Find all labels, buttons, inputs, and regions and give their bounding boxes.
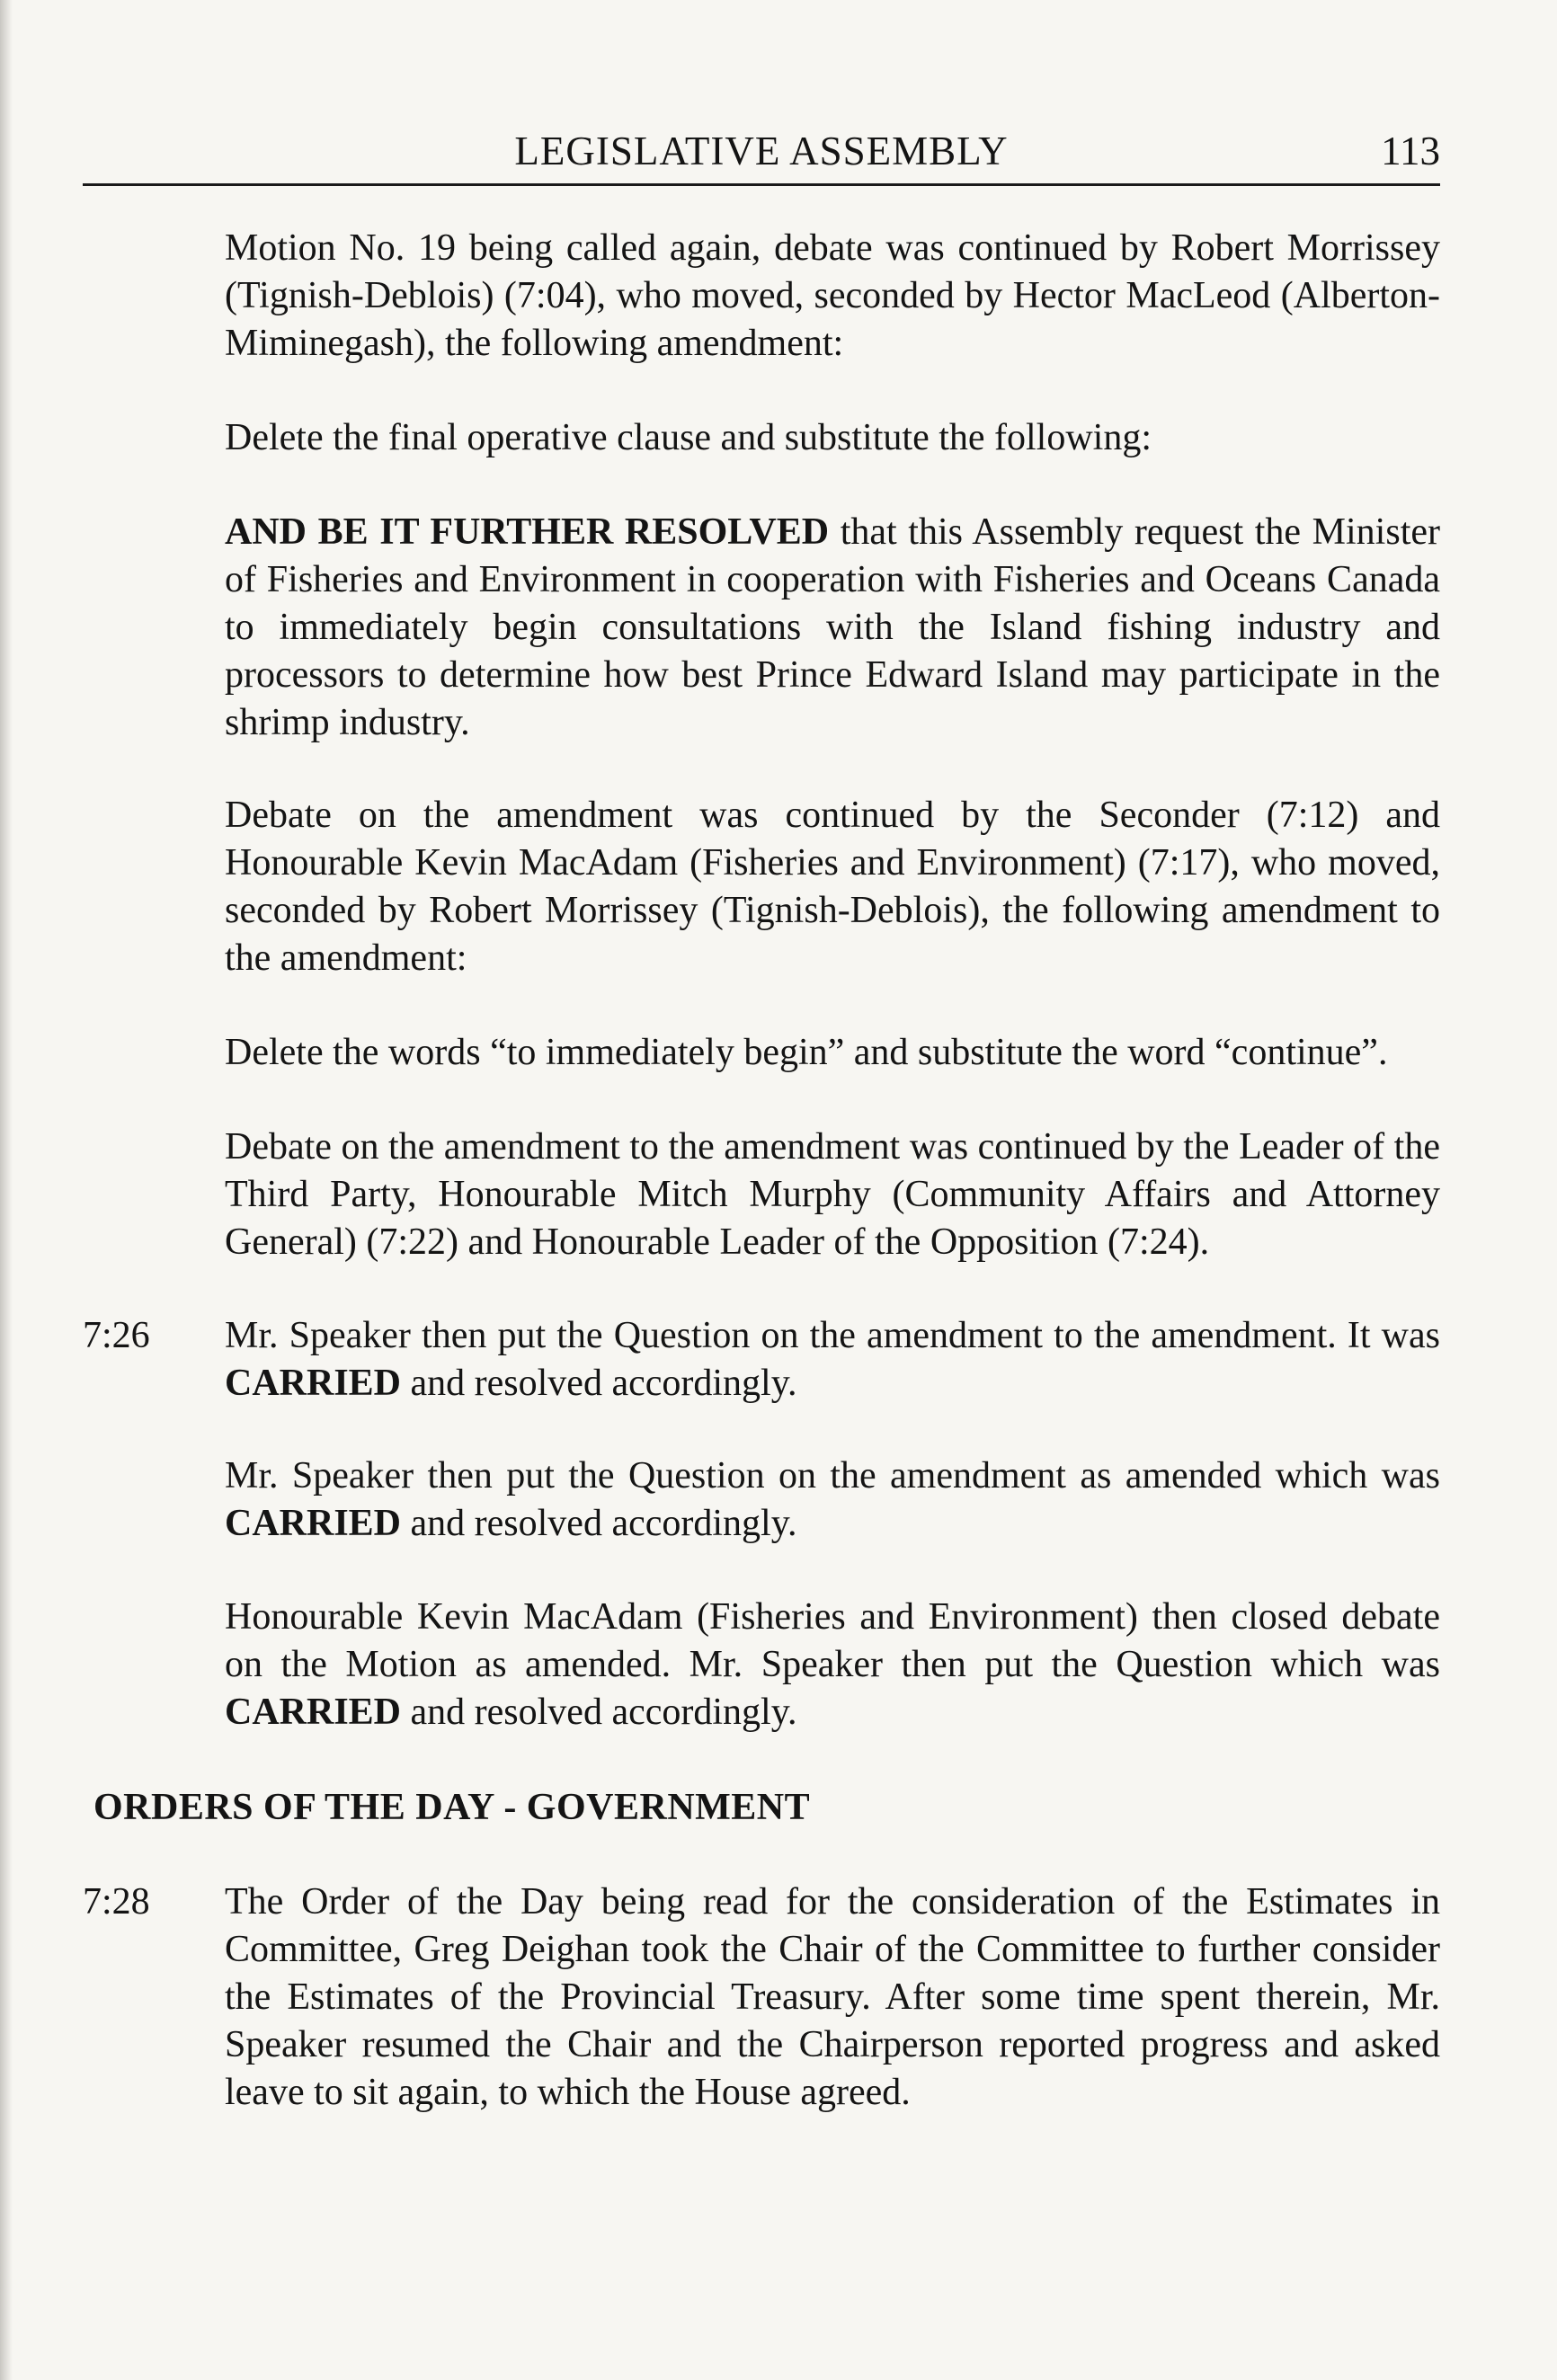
paragraph-motion-19: Motion No. 19 being called again, debate was continued by Robert Morrissey (Tignish-Deblois) (7:04), who moved, seconded by Hector MacLeod (Alberton-Miminegash), the following amendment: — [225, 227, 1440, 364]
paragraph-closed-debate — [225, 1594, 1440, 1736]
paragraph-delete-words: Delete the words “to immediately begin” and substitute the word “continue”. — [225, 1032, 1388, 1073]
time-stamp-1: 7:26 — [83, 1315, 150, 1356]
paragraph-subamendment-debate: Debate on the amendment to the amendment was continued by the Leader of the Third Party, Honourable Mitch Murphy (Community Affairs and Attorney General) (7:22) and Honourable Leader of the Opposition (7:24). — [225, 1126, 1440, 1263]
paragraph-estimates: The Order of the Day being read for the consideration of the Estimates in Committee, Greg Deighan took the Chair of the Committee to further consider the Estimates of the Provincial Treasury. After some time spent therein, Mr. Speaker resumed the Chair and the Chairperson reported progress and asked leave to sit again, to which the House agreed. — [225, 1881, 1440, 2113]
resolution-text: that this Assembly request the Minister of Fisheries and Environment in cooperation with Fisheries and Oceans Canada to immediately begin consultations with the Island fishing industry and processors to determine how best Prince Edward Island may participate in the shrimp industry. — [225, 511, 1440, 743]
resolution-keyword: AND BE IT FURTHER RESOLVED — [225, 511, 830, 553]
page-edge-shadow — [0, 0, 13, 2380]
header-title: LEGISLATIVE ASSEMBLY — [514, 129, 1009, 173]
question-text: Mr. Speaker then put the Question on the amendment as amended which was — [225, 1455, 1440, 1496]
header-rule — [83, 183, 1440, 186]
question-text: Honourable Kevin MacAdam (Fisheries and Environment) then closed debate on the Motion as amended. Mr. Speaker then put the Question which was — [225, 1596, 1440, 1685]
page-header — [83, 126, 1440, 187]
time-stamp-2: 7:28 — [83, 1881, 150, 1923]
resolved-text: and resolved accordingly. — [401, 1692, 797, 1733]
resolved-text: and resolved accordingly. — [401, 1503, 797, 1544]
carried-label: CARRIED — [225, 1692, 402, 1733]
paragraph-question-subamendment — [225, 1312, 1440, 1408]
paragraph-delete-clause: Delete the final operative clause and substitute the following: — [225, 417, 1152, 458]
section-heading: ORDERS OF THE DAY - GOVERNMENT — [93, 1787, 811, 1828]
resolved-text: and resolved accordingly. — [401, 1363, 797, 1404]
question-text: Mr. Speaker then put the Question on the amendment to the amendment. It was — [225, 1315, 1440, 1356]
paragraph-amendment-debate: Debate on the amendment was continued by the Seconder (7:12) and Honourable Kevin MacAdam (Fisheries and Environment) (7:17), who moved, seconded by Robert Morrissey (Tignish-Deblois), the following amendment to the amendment: — [225, 795, 1440, 979]
paragraph-resolution — [225, 509, 1440, 747]
carried-label: CARRIED — [225, 1363, 402, 1404]
page-number: 113 — [1381, 129, 1440, 173]
paragraph-question-amendment — [225, 1452, 1440, 1548]
carried-label: CARRIED — [225, 1503, 402, 1544]
